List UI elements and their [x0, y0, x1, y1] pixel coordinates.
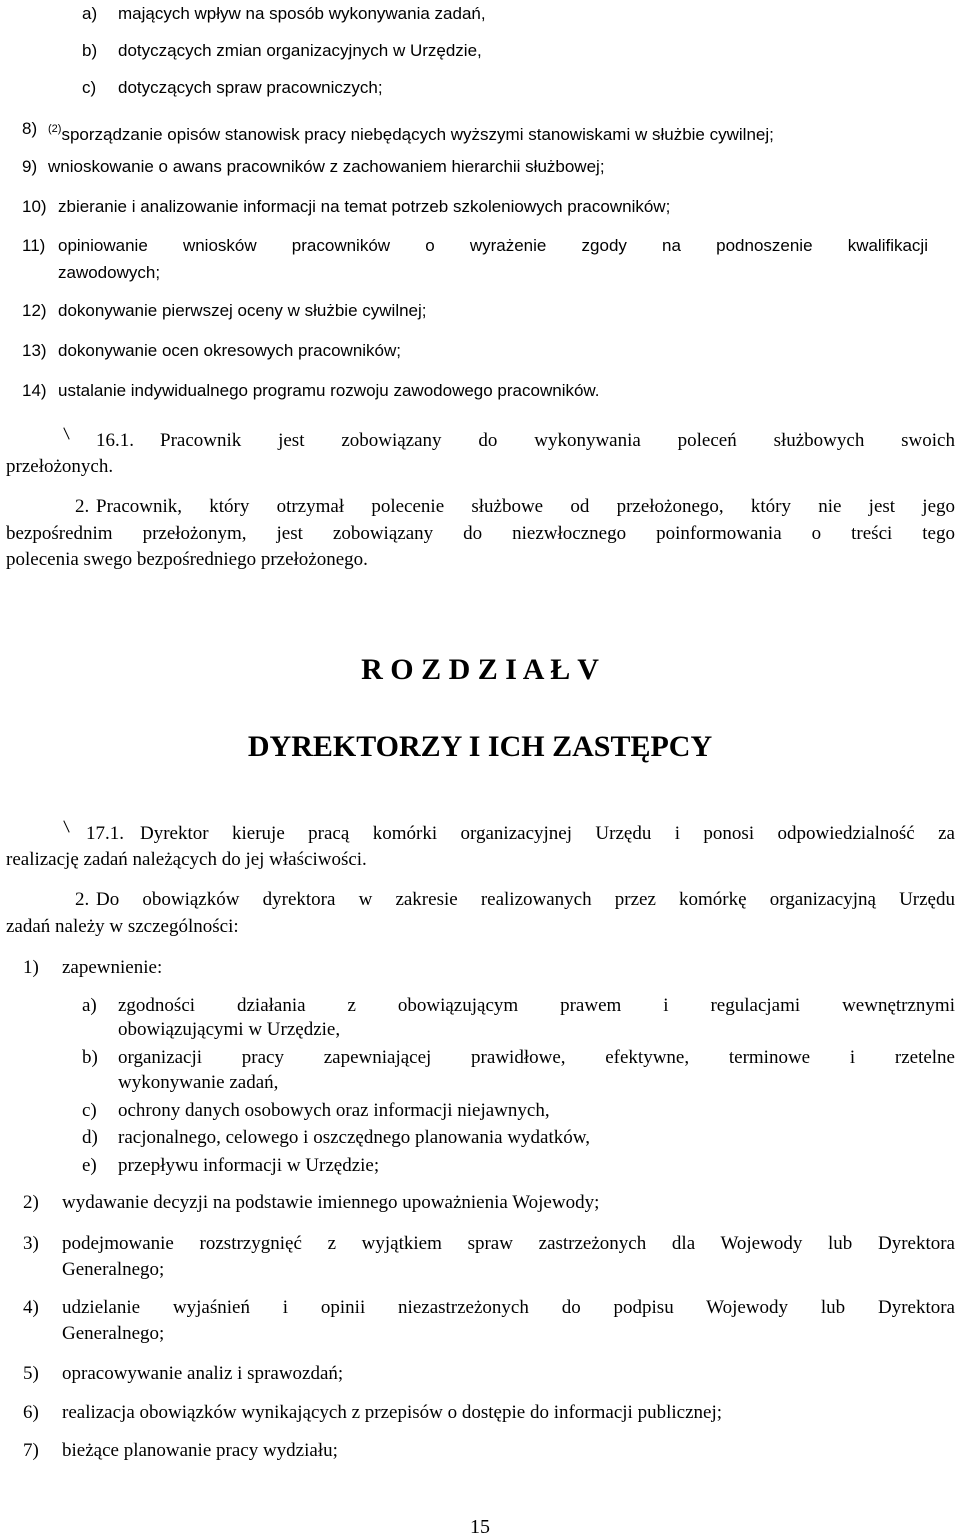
item-13-text: dokonywanie ocen okresowych pracowników; [58, 341, 402, 360]
list-item-b: dotyczących zmian organizacyjnych w Urzędzie, [118, 41, 482, 60]
item-14-text: ustalanie indywidualnego programu rozwoju zawodowego pracowników. [58, 381, 600, 400]
duty-1-text: zapewnienie: [62, 957, 163, 978]
duty-1-sub-b-label: b) [82, 1047, 98, 1068]
duty-2-label: 2) [23, 1192, 39, 1213]
item-11-line2: zawodowych; [58, 263, 161, 282]
list-item-a: mających wpływ na sposób wykonywania zadań, [118, 4, 486, 23]
duty-7-text: bieżące planowanie pracy wydziału; [62, 1440, 338, 1461]
duty-1-sub-d-text: racjonalnego, celowego i oszczędnego planowania wydatków, [118, 1127, 591, 1148]
par-16-2-line3: polecenia swego bezpośredniego przełożonego. [6, 549, 368, 570]
duty-4-line2: Generalnego; [62, 1323, 165, 1344]
duty-6-label: 6) [23, 1402, 39, 1423]
duty-1-sub-c-label: c) [82, 1100, 97, 1121]
duty-3-label: 3) [23, 1233, 39, 1254]
duty-5-label: 5) [23, 1363, 39, 1384]
duty-1-sub-a-line1: zgodności działania z obowiązującym prawem i regulacjami wewnętrznymi [118, 995, 955, 1016]
duty-4-line1: udzielanie wyjaśnień i opinii niezastrzeżonych do podpisu Wojewody lub Dyrektora [62, 1297, 955, 1318]
duty-6-text: realizacja obowiązków wynikających z przepisów o dostępie do informacji publicznej; [62, 1402, 722, 1423]
item-9-label: 9) [22, 157, 38, 176]
item-8-footnote: (2) [48, 123, 62, 135]
section-sign-mark [63, 427, 69, 439]
duty-3-line2: Generalnego; [62, 1259, 165, 1280]
par-16-1-line2: przełożonych. [6, 456, 114, 477]
item-11-line1: opiniowanie wniosków pracowników o wyrażenie zgody na podnoszenie kwalifikacji [58, 236, 928, 255]
duty-2-text: wydawanie decyzji na podstawie imiennego upoważnienia Wojewody; [62, 1192, 600, 1213]
page-number: 15 [470, 1516, 490, 1538]
chapter-title: R O Z D Z I A Ł V [361, 653, 599, 686]
duty-1-sub-d-label: d) [82, 1127, 98, 1148]
item-8-body: sporządzanie opisów stanowisk pracy niebędących wyższymi stanowiskami w służbie cywilnej; [61, 125, 774, 144]
item-12-label: 12) [22, 301, 47, 320]
item-12-text: dokonywanie pierwszej oceny w służbie cywilnej; [58, 301, 427, 320]
list-label-c: c) [82, 78, 97, 97]
par-16-2-number: 2. [75, 496, 90, 517]
list-label-b: b) [82, 41, 98, 60]
par-17-2-line2: zadań należy w szczególności: [6, 916, 239, 937]
par-16-1-number: 16.1. [96, 430, 134, 451]
item-11-label: 11) [22, 236, 46, 255]
list-item-c: dotyczących spraw pracowniczych; [118, 78, 383, 97]
duty-1-sub-c-text: ochrony danych osobowych oraz informacji niejawnych, [118, 1100, 550, 1121]
duty-1-sub-e-text: przepływu informacji w Urzędzie; [118, 1155, 380, 1176]
par-17-2-number: 2. [75, 889, 90, 910]
duty-1-sub-b-line2: wykonywanie zadań, [118, 1072, 279, 1093]
par-17-1-line2: realizację zadań należących do jej właściwości. [6, 849, 367, 870]
chapter-subtitle: DYREKTORZY I ICH ZASTĘPCY [247, 730, 713, 763]
par-17-1-number: 17.1. [86, 823, 124, 844]
item-8-text [48, 118, 774, 146]
item-10-label: 10) [22, 197, 47, 216]
duty-7-label: 7) [23, 1440, 39, 1461]
par-16-1-line1: Pracownik jest zobowiązany do wykonywania poleceń służbowych swoich [160, 430, 955, 451]
item-9-text: wnioskowanie o awans pracowników z zachowaniem hierarchii służbowej; [48, 157, 605, 176]
par-17-2-line1: Do obowiązków dyrektora w zakresie realizowanych przez komórkę organizacyjną Urzędu [96, 889, 955, 910]
duty-1-label: 1) [23, 957, 39, 978]
item-14-label: 14) [22, 381, 47, 400]
par-16-2-line2: bezpośrednim przełożonym, jest zobowiązany do niezwłocznego poinformowania o treści tego [6, 523, 955, 544]
duty-3-line1: podejmowanie rozstrzygnięć z wyjątkiem spraw zastrzeżonych dla Wojewody lub Dyrektora [62, 1233, 955, 1254]
duty-1-sub-b-line1: organizacji pracy zapewniającej prawidłowe, efektywne, terminowe i rzetelne [118, 1047, 955, 1068]
item-8-label: 8) [22, 119, 38, 138]
par-17-1-line1: Dyrektor kieruje pracą komórki organizacyjnej Urzędu i ponosi odpowiedzialność za [140, 823, 955, 844]
item-10-text: zbieranie i analizowanie informacji na temat potrzeb szkoleniowych pracowników; [58, 197, 671, 216]
duty-1-sub-a-label: a) [82, 995, 97, 1016]
item-13-label: 13) [22, 341, 47, 360]
duty-4-label: 4) [23, 1297, 39, 1318]
duty-5-text: opracowywanie analiz i sprawozdań; [62, 1363, 344, 1384]
duty-1-sub-e-label: e) [82, 1155, 97, 1176]
list-label-a: a) [82, 4, 98, 23]
section-sign-mark-17 [63, 820, 69, 832]
duty-1-sub-a-line2: obowiązującymi w Urzędzie, [118, 1019, 341, 1040]
par-16-2-line1: Pracownik, który otrzymał polecenie służbowe od przełożonego, który nie jest jego [96, 496, 955, 517]
